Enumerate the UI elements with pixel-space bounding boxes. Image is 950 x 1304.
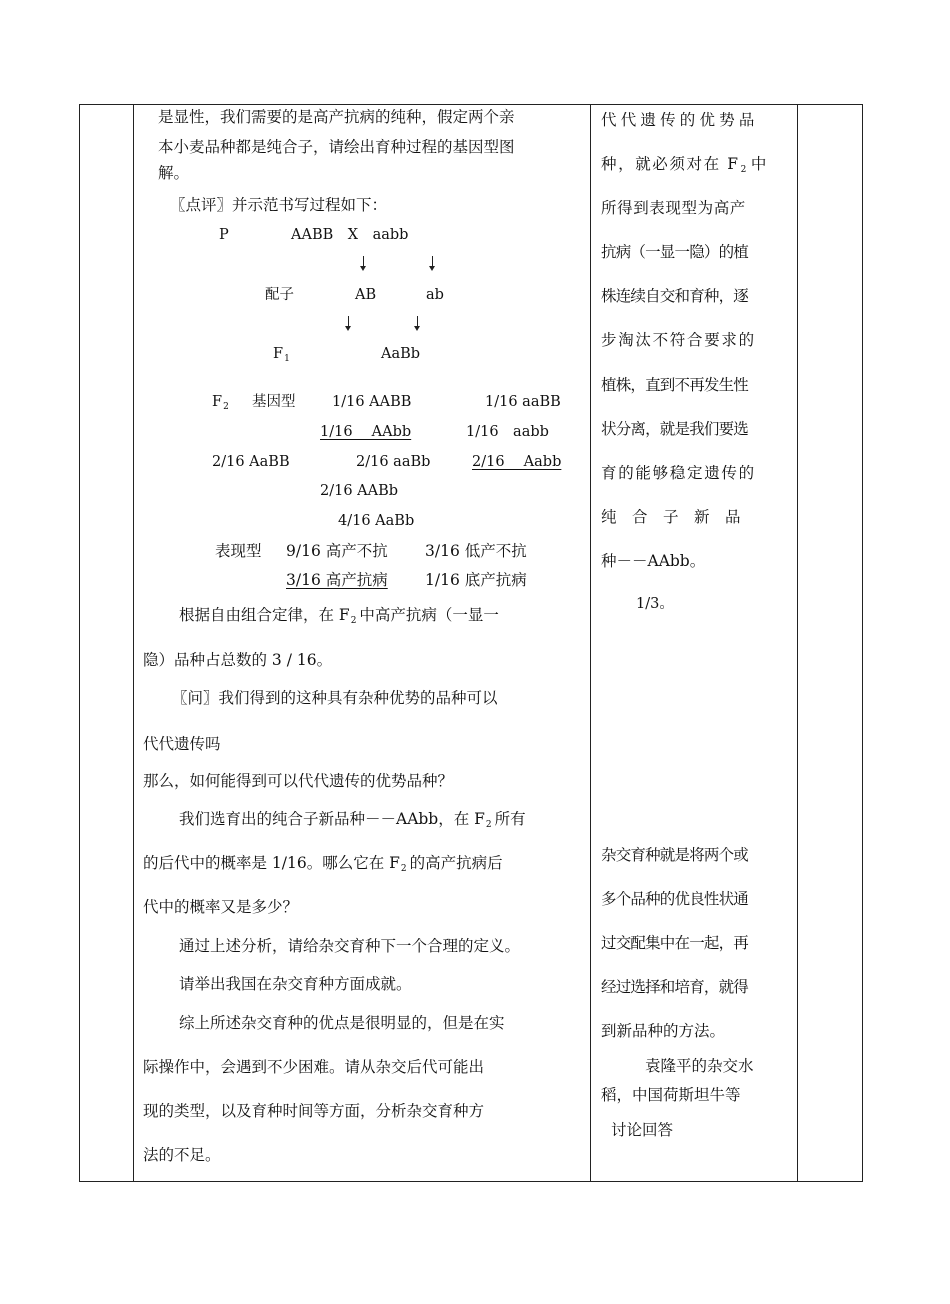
side-line: 到新品种的方法。: [601, 1022, 726, 1040]
arrow-down-icon: [348, 316, 349, 327]
table-column-border-4: [797, 104, 798, 1182]
paragraph-line: 现的类型，以及育种时间等方面，分析杂交育种方: [143, 1102, 485, 1120]
genotype-ratio-underlined: 2/16 Aabb: [472, 454, 562, 470]
paragraph-line: 请举出我国在杂交育种方面成就。: [179, 975, 412, 993]
side-line: 经过选择和培育，就得: [601, 978, 749, 996]
question-line: 代代遗传吗: [143, 735, 221, 753]
text-line: 本小麦品种都是纯合子，请绘出育种过程的基因型图: [158, 138, 515, 156]
paragraph-line: 通过上述分析，请给杂交育种下一个合理的定义。: [179, 937, 521, 955]
table-column-border-1: [79, 104, 80, 1182]
arrow-down-icon: [417, 316, 418, 327]
genotype-ratio: 4/16 AaBb: [338, 513, 415, 529]
gamete-1: AB: [355, 287, 377, 303]
phenotype-ratio: 9/16 高产不抗: [286, 542, 388, 560]
side-line: 步淘汰不符合要求的: [601, 331, 756, 349]
table-bottom-border: [79, 1181, 863, 1182]
table-column-border-2: [133, 104, 134, 1182]
phenotype-label: 表现型: [215, 542, 262, 560]
side-line: 育的能够稳定遗传的: [601, 464, 756, 482]
arrow-down-icon: [432, 256, 433, 267]
phenotype-ratio: 3/16 低产不抗: [425, 542, 527, 560]
side-line: 袁隆平的杂交水: [645, 1057, 754, 1075]
text-line: 〖点评〗并示范书写过程如下：: [170, 196, 388, 214]
table-column-border-3: [590, 104, 591, 1182]
genotype-ratio: 1/16 AABB: [332, 394, 412, 410]
genotype-ratio: 2/16 aaBb: [356, 454, 431, 470]
side-line: 多个品种的优良性状通: [601, 890, 749, 908]
side-line: 状分离，就是我们要选: [601, 420, 749, 438]
side-line: 代代遗传的优势品: [601, 111, 759, 129]
parent-cross: AABB X aabb: [291, 227, 409, 243]
gamete-label: 配子: [265, 287, 294, 303]
side-line: 抗病（一显一隐）的植: [601, 243, 749, 261]
genotype-ratio: 1/16 aabb: [466, 424, 549, 440]
paragraph-line: 根据自由组合定律，在 $F_2$ 中高产抗病（一显一: [179, 606, 499, 626]
side-line: 所得到表现型为高产: [601, 199, 746, 217]
genotype-ratio: 1/16 aaBB: [485, 394, 561, 410]
f2-label: $F_2$: [212, 394, 229, 412]
side-line: 株连续自交和育种，逐: [601, 287, 749, 305]
side-line: 过交配集中在一起，再: [601, 934, 749, 952]
table-column-border-5: [862, 104, 863, 1182]
side-line: 植株，直到不再发生性: [601, 376, 749, 394]
paragraph-line: 隐）品种占总数的 3 / 16。: [143, 651, 333, 669]
f1-genotype: AaBb: [381, 346, 421, 362]
table-top-border: [79, 104, 863, 105]
genotype-ratio-underlined: 1/16 AAbb: [320, 424, 412, 440]
side-line: 讨论回答: [611, 1121, 674, 1139]
arrow-down-icon: [363, 256, 364, 267]
text-line: 解。: [158, 164, 190, 182]
phenotype-ratio-underlined: 3/16 高产抗病: [286, 571, 388, 589]
phenotype-ratio: 1/16 底产抗病: [425, 571, 527, 589]
side-line: 稻，中国荷斯坦牛等: [601, 1086, 741, 1104]
side-line: 纯 合 子 新 品: [601, 508, 741, 526]
text-line: 是显性，我们需要的是高产抗病的纯种，假定两个亲: [158, 108, 515, 126]
paragraph-line: 综上所述杂交育种的优点是很明显的，但是在实: [179, 1014, 505, 1032]
side-line: 种－－AAbb。: [601, 552, 706, 570]
parent-label: P: [219, 227, 229, 243]
paragraph-line: 代中的概率又是多少？: [143, 898, 299, 916]
paragraph-line: 法的不足。: [143, 1146, 221, 1164]
paragraph-line: 际操作中，会遇到不少困难。请从杂交后代可能出: [143, 1058, 485, 1076]
paragraph-line: 我们选育出的纯合子新品种－－AAbb，在 $F_2$ 所有: [179, 810, 526, 830]
side-line: 杂交育种就是将两个或: [601, 846, 749, 864]
side-line: 1/3。: [636, 596, 674, 612]
genotype-ratio: 2/16 AABb: [320, 483, 399, 499]
question-line: 〖问〗我们得到的这种具有杂种优势的品种可以: [172, 689, 498, 707]
f2-genotype-label: 基因型: [252, 394, 296, 410]
gamete-2: ab: [426, 287, 444, 303]
genotype-ratio: 2/16 AaBB: [212, 454, 290, 470]
side-line: 种，就必须对在 $F_2$ 中: [601, 155, 769, 175]
question-line: 那么，如何能得到可以代代遗传的优势品种？: [143, 772, 454, 790]
paragraph-line: 的后代中的概率是 1/16。哪么它在 $F_2$ 的高产抗病后: [143, 854, 503, 874]
f1-label: $F_1$: [273, 346, 290, 364]
